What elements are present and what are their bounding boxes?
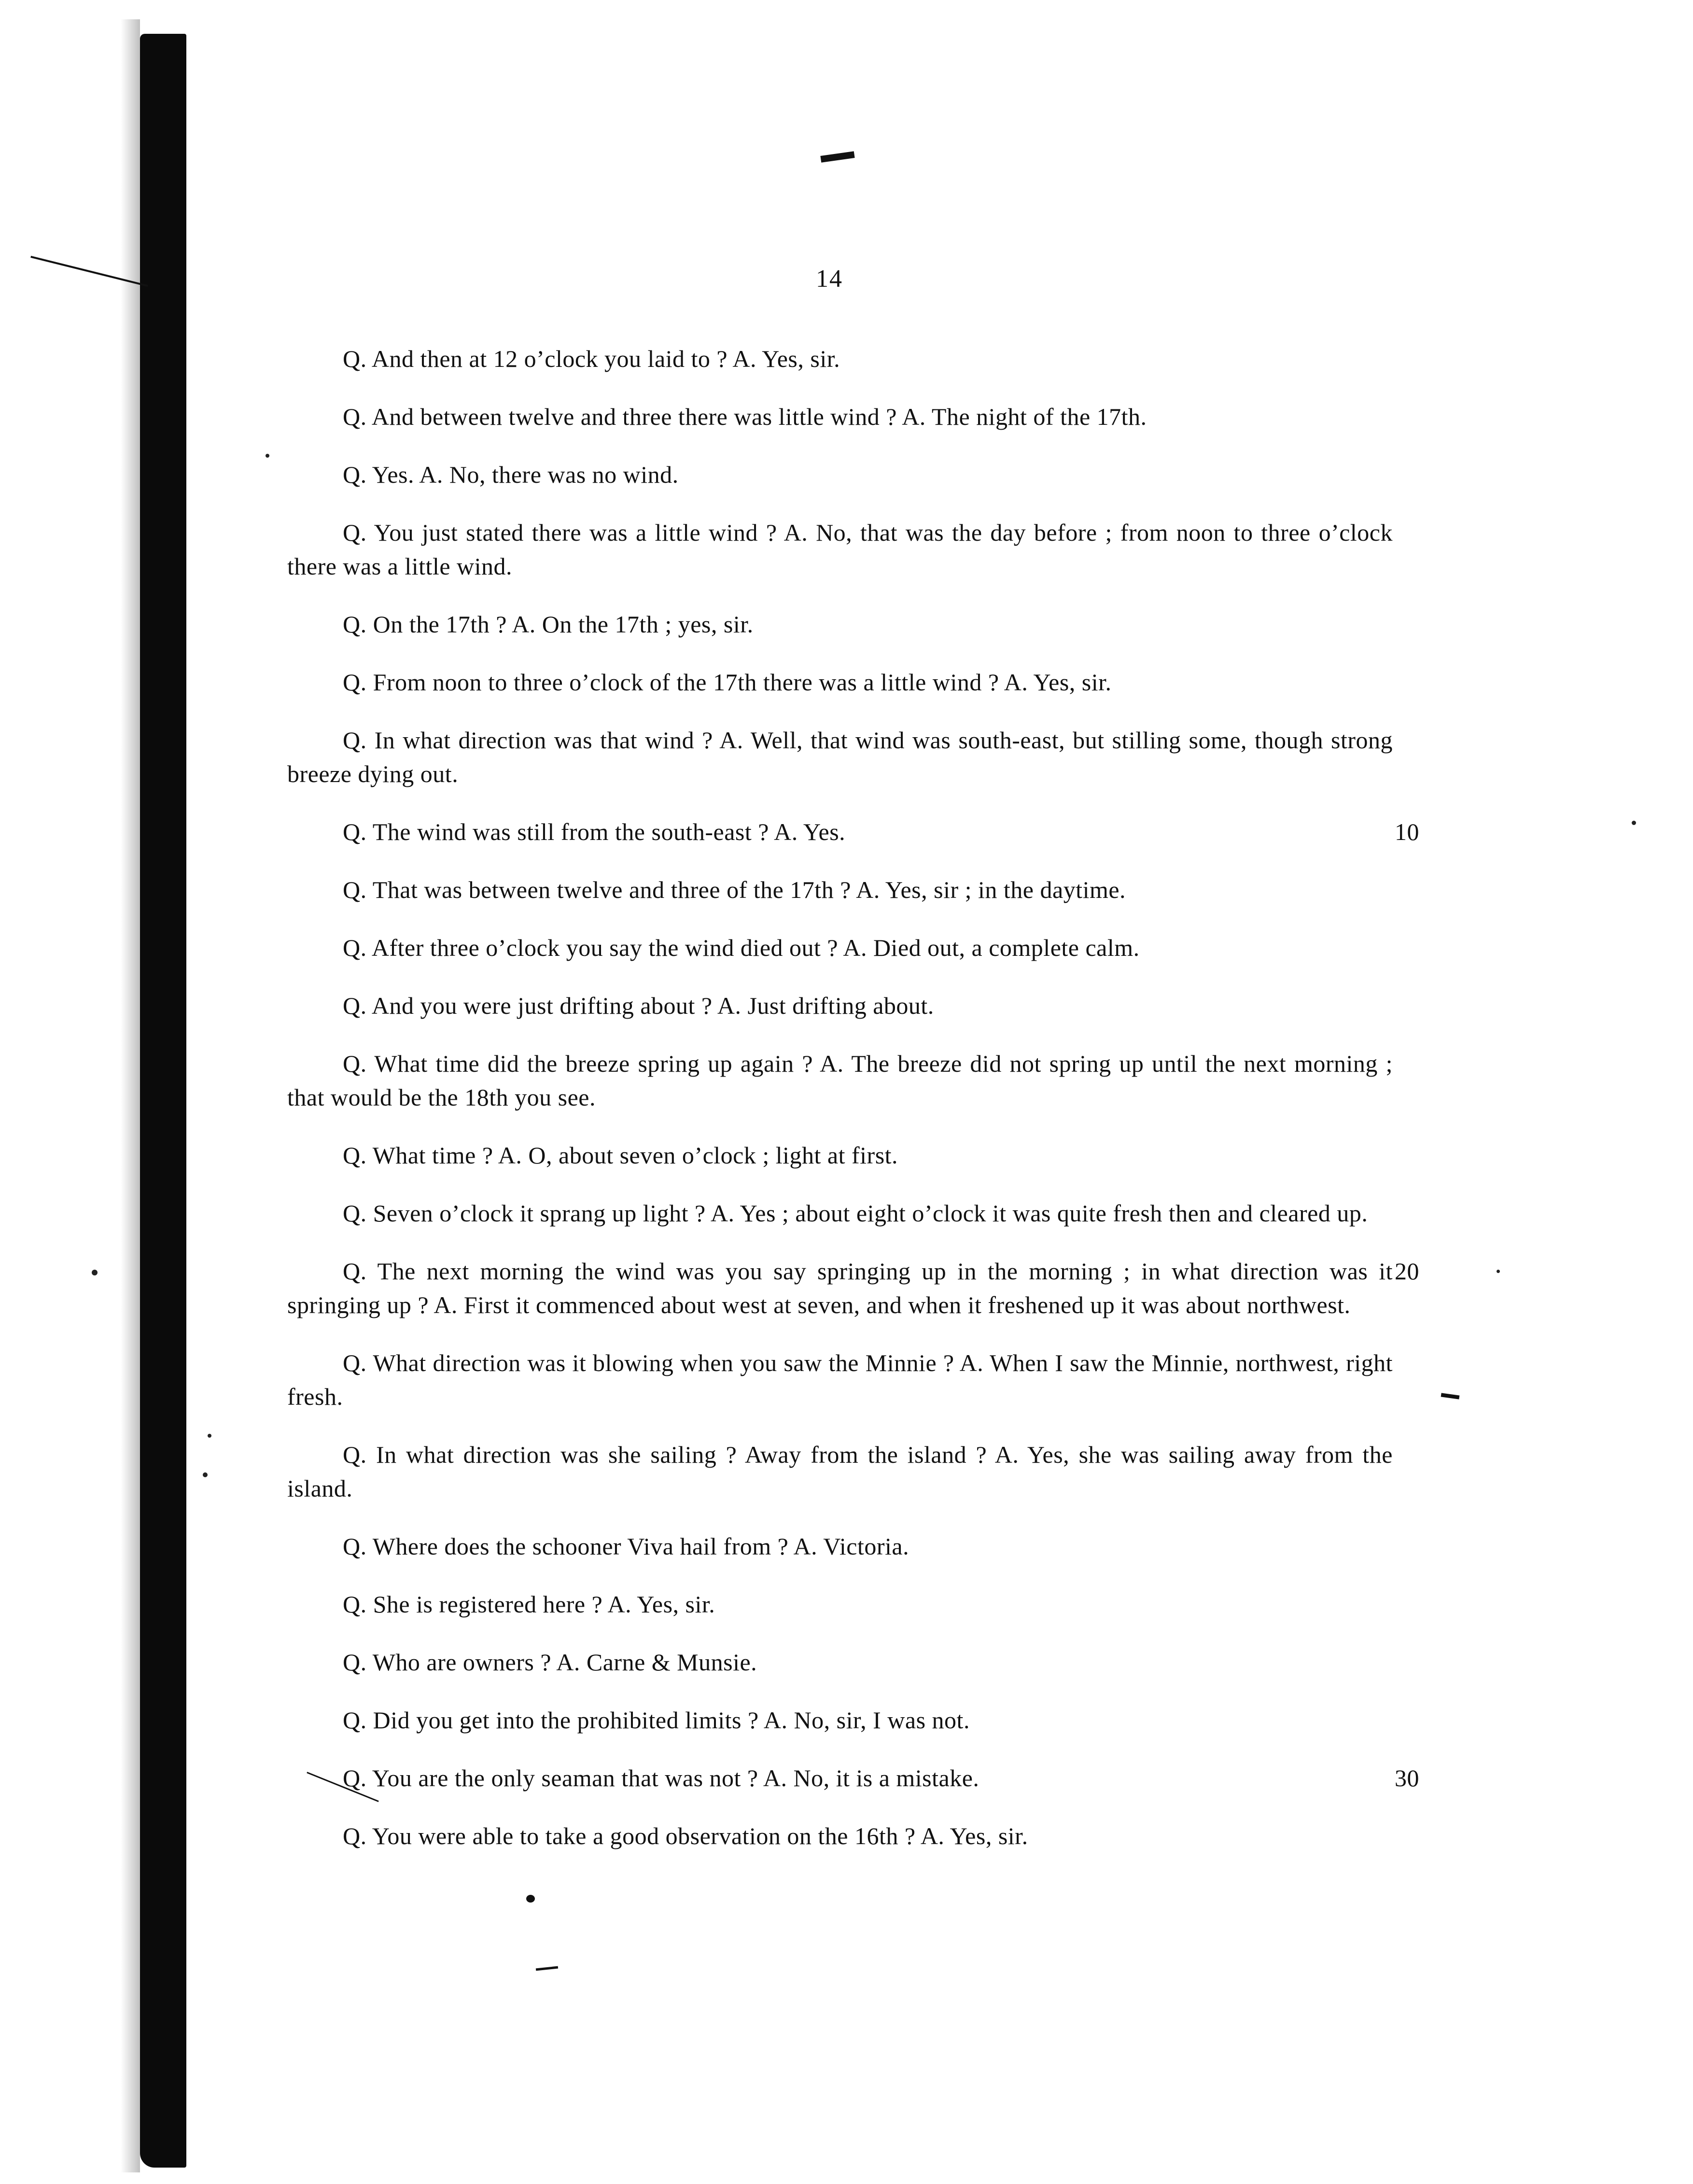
page-number: 14 [816,265,843,293]
stray-mark [536,1966,558,1971]
qa-text: Q. Seven o’clock it sprang up light ? A. Yes ; about eight o’clock it was quite fresh then and cleared up. [343,1200,1368,1227]
qa-text: Q. And between twelve and three there was little wind ? A. The night of the 17th. [343,403,1147,430]
qa-entry [287,931,1393,965]
qa-text: Q. In what direction was that wind ? A. Well, that wind was south-east, but stilling some, though strong breeze dying out. [287,727,1393,787]
qa-text: Q. Yes. A. No, there was no wind. [343,461,679,488]
binding-shadow [121,19,140,2172]
qa-entry [287,1438,1393,1505]
qa-text: Q. You were able to take a good observation on the 16th ? A. Yes, sir. [343,1822,1028,1849]
page-binding-edge [140,34,186,2168]
paper-speck [208,1434,211,1438]
paper-speck [266,454,269,458]
qa-entry [287,1529,1393,1563]
qa-entry [287,607,1393,641]
qa-text: Q. After three o’clock you say the wind died out ? A. Died out, a complete calm. [343,934,1140,961]
stray-mark [526,1895,535,1903]
qa-entry [287,1703,1393,1737]
paper-speck [1632,821,1636,825]
qa-text: Q. Who are owners ? A. Carne & Munsie. [343,1649,757,1676]
qa-entry [287,989,1393,1022]
qa-text: Q. And then at 12 o’clock you laid to ? A. Yes, sir. [343,345,840,372]
qa-text: Q. You are the only seaman that was not ? A. No, it is a mistake. [343,1764,979,1792]
qa-entry [287,1047,1393,1114]
qa-text: Q. What direction was it blowing when you saw the Minnie ? A. When I saw the Minnie, northwest, right fresh. [287,1349,1393,1410]
qa-text: Q. On the 17th ? A. On the 17th ; yes, sir. [343,611,754,638]
testimony-transcript [287,318,1419,1875]
qa-entry [287,1819,1393,1853]
qa-entry [287,1645,1393,1679]
qa-text: Q. The wind was still from the south-east ? A. Yes. [343,818,846,845]
qa-entry [287,665,1393,699]
qa-entry [287,342,1393,376]
margin-line-number: 10 [1395,818,1419,845]
qa-entry [287,1346,1393,1414]
stray-mark [820,151,854,163]
qa-text: Q. The next morning the wind was you say springing up in the morning ; in what direction was it springing up ? A. First it commenced about west at seven, and when it freshened up it was about northwest. [287,1258,1393,1318]
qa-text: Q. That was between twelve and three of the 17th ? A. Yes, sir ; in the daytime. [343,876,1126,903]
qa-text: Q. Did you get into the prohibited limits ? A. No, sir, I was not. [343,1707,970,1734]
paper-speck [1497,1270,1500,1273]
stray-mark [1441,1393,1460,1399]
qa-text: Q. She is registered here ? A. Yes, sir. [343,1591,715,1618]
qa-text: Q. Where does the schooner Viva hail from ? A. Victoria. [343,1533,909,1560]
qa-text: Q. From noon to three o’clock of the 17th there was a little wind ? A. Yes, sir. [343,669,1112,696]
qa-text: Q. You just stated there was a little wind ? A. No, that was the day before ; from noon to three o’clock there was a little wind. [287,519,1393,580]
qa-entry [287,1196,1393,1230]
qa-entry [287,400,1393,434]
qa-text: Q. And you were just drifting about ? A. Just drifting about. [343,992,934,1019]
qa-entry [287,1138,1393,1172]
qa-entry [287,723,1393,791]
qa-entry [287,815,1419,849]
qa-text: Q. What time ? A. O, about seven o’clock ; light at first. [343,1142,898,1169]
qa-entry [287,1587,1393,1621]
paper-speck [203,1472,208,1477]
qa-text: Q. In what direction was she sailing ? Away from the island ? A. Yes, she was sailing away from the island. [287,1441,1393,1502]
qa-entry [287,458,1393,491]
qa-text: Q. What time did the breeze spring up again ? A. The breeze did not spring up until the next morning ; that would be the 18th you see. [287,1050,1393,1111]
paper-speck [92,1270,98,1275]
margin-line-number: 30 [1395,1764,1419,1792]
qa-entry [287,873,1393,907]
margin-line-number: 20 [1395,1258,1419,1285]
qa-entry [287,516,1393,583]
qa-entry [287,1254,1419,1322]
qa-entry [287,1761,1419,1795]
